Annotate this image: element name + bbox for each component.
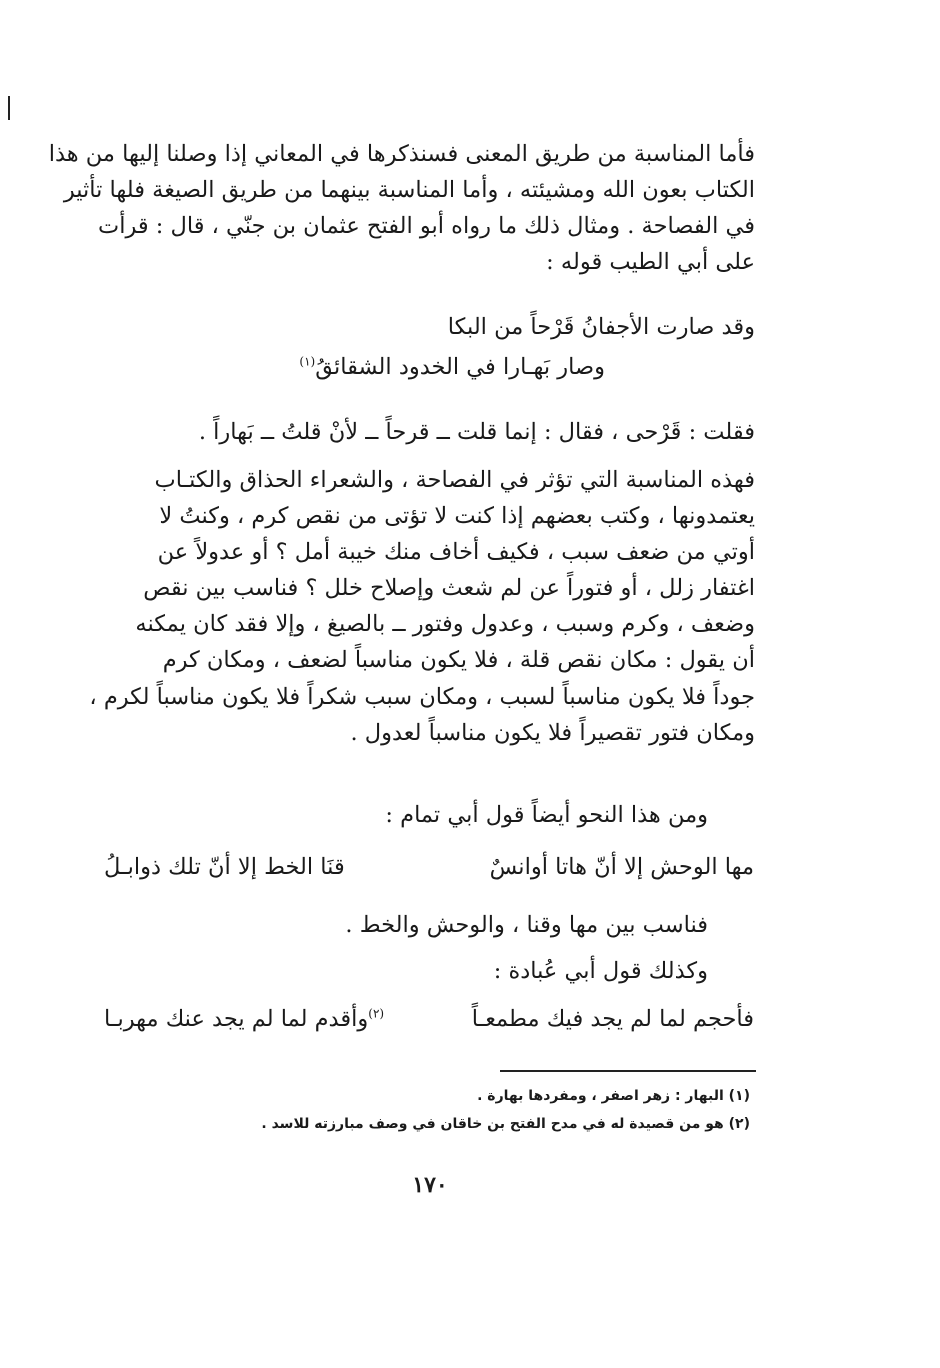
verse-3-hemistich-right: فأحجم لما لم يجد فيك مطمعـاً [471, 1006, 754, 1032]
text-line: الكتاب بعون الله ومشيئته ، وأما المناسبة بينهما من طريق الصيغة فلها تأثير [63, 177, 755, 203]
text-line: أوتي من ضعف سبب ، فكيف أخاف منك خيبة أمل ؟ أو عدولاً عن [157, 539, 755, 566]
footnote-1: (١) البهار : زهر اصفر ، ومفردها بهارة . [477, 1088, 750, 1104]
footnote-2: (٢) هو من قصيدة له في مدح الفتح بن خاقان في وصف مبارزته للاسد . [261, 1116, 750, 1132]
footnote-ref-2: (٢) [368, 1006, 385, 1021]
footnote-divider [500, 1070, 756, 1072]
verse-2-hemistich-right: مها الوحش إلا أنّ هاتا أوانسٌ [489, 854, 754, 880]
verse-2-hemistich-left: قنَا الخط إلا أنّ تلك ذوابـلُ [104, 854, 345, 880]
text-line: اغتفار زلل ، أو فتوراً عن لم شعث وإصلاح خلل ؟ فناسب بين نقص [143, 575, 755, 602]
verse-3-left-text: وأقدم لما لم يجد عنك مهربـا [104, 1006, 369, 1032]
paragraph-opening [48, 136, 755, 280]
text-line: أن يقول : مكان نقص قلة ، فلا يكون مناسباً لضعف ، ومكان كرم [162, 647, 755, 674]
text-line: ومكان فتور تقصيراً فلا يكون مناسباً لعدول . [350, 719, 755, 746]
verse-1-line-2-text: وصار بَهـارا في الخدود الشقائقُ [315, 354, 605, 380]
paragraph-comparison: فناسب بين مها وقنا ، والوحش والخط . [345, 912, 708, 938]
verse-3-hemistich-left [104, 1006, 384, 1032]
paragraph-main [89, 462, 755, 751]
text-line: في الفصاحة . ومثال ذلك ما رواه أبو الفتح عثمان بن جنّي ، قال : قرأت [98, 213, 755, 239]
text-line: يعتمدونها ، وكتب بعضهم إذا كنت لا تؤتى من نقص كرم ، وكنتُ لا [159, 503, 755, 530]
verse-1-line-2 [299, 354, 605, 380]
text-line: فهذه المناسبة التي تؤثر في الفصاحة ، والشعراء الحذاق والكتـاب [154, 467, 755, 493]
scan-edge-mark [8, 96, 10, 120]
paragraph-quote: فقلت : قَرْحى ، فقال : إنما قلت ــ قرحاً ــ لأنْ قلتُ ــ بَهاراً . [198, 419, 755, 445]
footnote-ref-1: (١) [299, 354, 316, 369]
verse-1-line-1: وقد صارت الأجفانُ قَرْحاً من البكا [447, 314, 755, 340]
paragraph-abu-ubada-intro: وكذلك قول أبي عُبادة : [493, 958, 708, 984]
paragraph-abu-tammam-intro: ومن هذا النحو أيضاً قول أبي تمام : [385, 802, 708, 828]
text-line: فأما المناسبة من طريق المعنى فسنذكرها في المعاني إذا وصلنا إليها من هذا [48, 141, 755, 167]
text-line: وضعف ، وكرم وسبب ، وعدول وفتور ــ بالصيغ ، وإلا فقد كان يمكنه [135, 611, 755, 638]
text-line: على أبي الطيب قوله : [546, 249, 755, 275]
text-line: جوداً فلا يكون مناسباً لسبب ، ومكان سبب شكراً فلا يكون مناسباً لكرم ، [89, 683, 755, 710]
page-number: ١٧٠ [412, 1172, 448, 1198]
